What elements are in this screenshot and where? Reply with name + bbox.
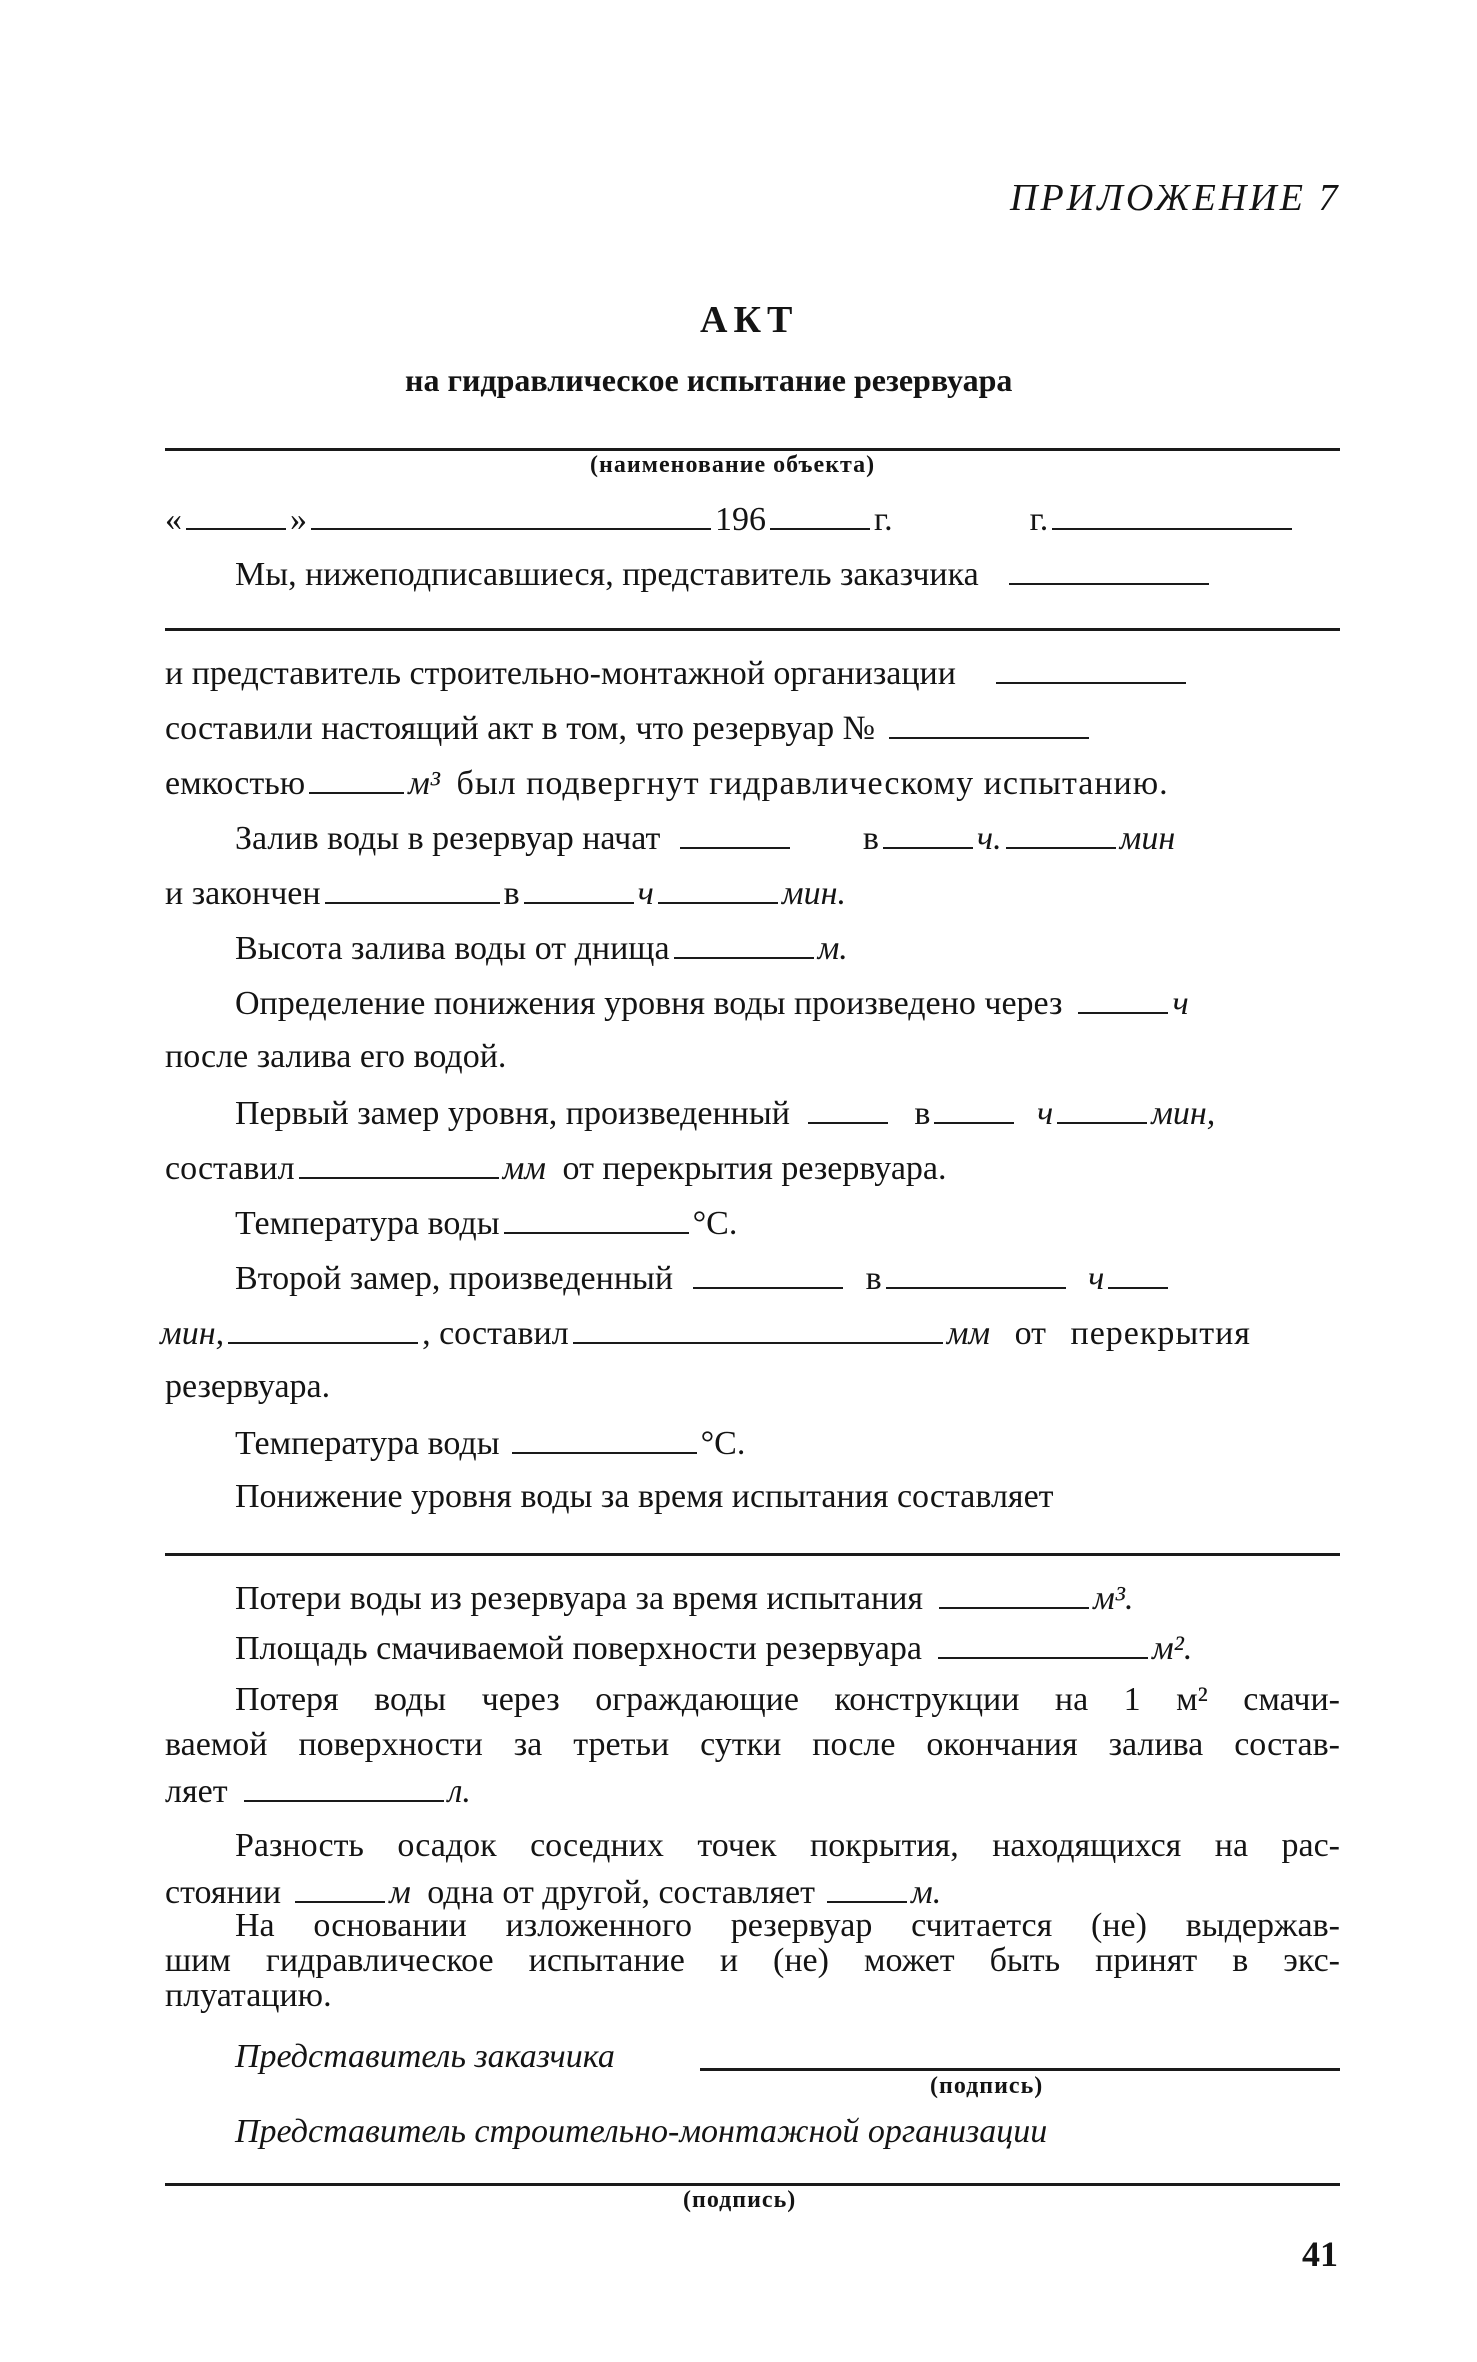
loss-per-m2-text: ляет: [165, 1773, 228, 1810]
first-measure-value-field[interactable]: [299, 1147, 499, 1179]
line-first-measure: [235, 1092, 1215, 1134]
customer-signature-caption: (подпись): [930, 2073, 1044, 2099]
contractor-rep-text: и представитель строительно-монтажной организации: [165, 655, 956, 692]
settlement-line-1: Разность осадок соседних точек покрытия, находящихся на рас-: [235, 1827, 1340, 1864]
document-title: АКТ: [700, 299, 799, 341]
line-level-drop: Понижение уровня воды за время испытания составляет: [235, 1478, 1054, 1515]
level-determination-text: Определение понижения уровня воды произведено через: [235, 985, 1063, 1022]
line-capacity: [165, 762, 1169, 804]
city-field[interactable]: [1052, 498, 1292, 530]
fill-end-hour-unit: ч: [637, 875, 654, 912]
capacity-field[interactable]: [309, 762, 404, 794]
first-measure-min-field[interactable]: [1057, 1092, 1147, 1124]
level-determination-unit: ч: [1172, 985, 1189, 1022]
contractor-signature-field[interactable]: [165, 2183, 1340, 2186]
first-measure-hour-field[interactable]: [934, 1092, 1014, 1124]
line-temperature-2: [235, 1422, 745, 1464]
line-second-measure: [235, 1257, 1172, 1299]
line-first-measure-value: [165, 1147, 947, 1189]
fill-start-at: в: [862, 820, 879, 857]
fill-start-min-field[interactable]: [1006, 817, 1116, 849]
contractor-signature-caption: (подпись): [683, 2187, 797, 2213]
customer-rep-field[interactable]: [1009, 553, 1209, 585]
fill-end-min-unit: мин.: [781, 875, 846, 912]
month-field[interactable]: [311, 498, 711, 530]
temperature-2-unit: °С.: [700, 1425, 746, 1462]
line-contractor-rep: [165, 652, 1190, 694]
fill-height-text: Высота залива воды от днища: [235, 930, 670, 967]
level-determination-field[interactable]: [1078, 982, 1168, 1014]
date-close-quote: »: [290, 501, 307, 538]
settlement-value-unit: м.: [911, 1874, 942, 1911]
first-measure-date-field[interactable]: [808, 1092, 888, 1124]
year-prefix: 196: [715, 501, 766, 538]
wet-area-field[interactable]: [938, 1627, 1148, 1659]
settlement-distance-text: стоянии: [165, 1874, 282, 1911]
conclusion-line-3: плуатацию.: [165, 1977, 332, 2014]
city-prefix: г.: [1029, 501, 1049, 538]
temperature-2-field[interactable]: [512, 1422, 697, 1454]
conclusion-line-2: шим гидравлическое испытание и (не) может быть принят в экс-: [165, 1942, 1340, 1979]
line-water-loss: [235, 1577, 1133, 1619]
first-measure-text: Первый замер уровня, произведенный: [235, 1095, 790, 1132]
fill-height-field[interactable]: [674, 927, 814, 959]
wet-area-unit: м².: [1151, 1630, 1193, 1667]
wet-area-text: Площадь смачиваемой поверхности резервуара: [235, 1630, 922, 1667]
second-measure-hour-field[interactable]: [886, 1257, 1066, 1289]
line-tank-number: [165, 707, 1093, 749]
level-drop-field[interactable]: [165, 1553, 1340, 1556]
loss-paragraph-line-2: ваемой поверхности за третьи сутки после окончания залива состав-: [165, 1726, 1340, 1763]
line-temperature-1: [235, 1202, 737, 1244]
document-subtitle: на гидравлическое испытание резервуара: [405, 362, 1013, 398]
second-measure-at: в: [865, 1260, 882, 1297]
date-line: [165, 498, 1296, 540]
settlement-distance-field[interactable]: [295, 1871, 385, 1903]
page-number: 41: [1302, 2234, 1338, 2274]
day-field[interactable]: [186, 498, 286, 530]
fill-end-date-field[interactable]: [325, 872, 500, 904]
customer-signature-field[interactable]: [700, 2068, 1340, 2071]
second-measure-value-text: , составил: [422, 1315, 569, 1352]
loss-per-m2-unit: л.: [447, 1773, 471, 1810]
second-measure-date-field[interactable]: [693, 1257, 843, 1289]
fill-end-hour-field[interactable]: [524, 872, 634, 904]
first-measure-value-unit: мм: [502, 1150, 547, 1187]
water-loss-unit: м³.: [1093, 1580, 1134, 1617]
second-measure-from: от: [1014, 1315, 1047, 1352]
tank-number-text: составили настоящий акт в том, что резервуар №: [165, 710, 876, 747]
tank-number-field[interactable]: [889, 707, 1089, 739]
temperature-2-text: Температура воды: [235, 1425, 500, 1462]
customer-signature-label: Представитель заказчика: [235, 2038, 615, 2075]
second-measure-text: Второй замер, произведенный: [235, 1260, 674, 1297]
year-field[interactable]: [770, 498, 870, 530]
fill-height-unit: м.: [817, 930, 848, 967]
fill-start-min-unit: мин: [1119, 820, 1176, 857]
fill-end-at: в: [503, 875, 520, 912]
settlement-value-text: одна от другой, составляет: [427, 1874, 815, 1911]
capacity-text-2: был подвергнут гидравлическому испытанию.: [456, 765, 1169, 802]
first-measure-min-unit: мин,: [1151, 1095, 1216, 1132]
line-level-determination: [235, 982, 1189, 1024]
customer-rep-text: Мы, нижеподписавшиеся, представитель заказчика: [235, 556, 979, 593]
second-measure-value-unit: мм: [946, 1315, 991, 1352]
first-measure-at: в: [914, 1095, 931, 1132]
line-customer-rep: [235, 553, 1213, 595]
object-name-caption: (наименование объекта): [590, 452, 876, 478]
loss-per-m2-field[interactable]: [244, 1770, 444, 1802]
temperature-1-unit: °С.: [692, 1205, 738, 1242]
capacity-unit: м³: [408, 765, 441, 802]
loss-paragraph-line-1: Потеря воды через ограждающие конструкции на 1 м² смачи-: [235, 1681, 1340, 1718]
capacity-text: емкостью: [165, 765, 306, 802]
fill-start-date-field[interactable]: [680, 817, 790, 849]
second-measure-roof: перекрытия: [1070, 1315, 1251, 1352]
line-fill-start: [235, 817, 1175, 859]
contractor-rep-field[interactable]: [996, 652, 1186, 684]
second-measure-hour-unit: ч: [1088, 1260, 1105, 1297]
contractor-signature-label: Представитель строительно-монтажной организации: [235, 2113, 1048, 2150]
fill-start-text: Залив воды в резервуар начат: [235, 820, 661, 857]
line-after-fill: после залива его водой.: [165, 1038, 507, 1075]
second-measure-value-field[interactable]: [573, 1312, 943, 1344]
year-suffix: г.: [874, 501, 893, 538]
conclusion-line-1: На основании изложенного резервуар считается (не) выдержав-: [235, 1907, 1340, 1944]
appendix-label: ПРИЛОЖЕНИЕ 7: [1010, 177, 1341, 219]
water-loss-field[interactable]: [939, 1577, 1089, 1609]
second-measure-min-field[interactable]: [228, 1312, 418, 1344]
line-second-measure-value: [160, 1312, 1251, 1354]
loss-paragraph-line-3: [165, 1770, 471, 1812]
customer-rep-field-cont[interactable]: [165, 628, 1340, 631]
fill-end-min-field[interactable]: [658, 872, 778, 904]
first-measure-value-text: составил: [165, 1150, 295, 1187]
first-measure-hour-unit: ч: [1036, 1095, 1054, 1132]
object-name-field[interactable]: [165, 448, 1340, 451]
temperature-1-field[interactable]: [504, 1202, 689, 1234]
line-fill-height: [235, 927, 848, 969]
second-measure-min-unit: мин,: [160, 1315, 225, 1352]
settlement-value-field[interactable]: [827, 1871, 907, 1903]
fill-start-hour-field[interactable]: [883, 817, 973, 849]
temperature-1-text: Температура воды: [235, 1205, 500, 1242]
second-measure-hour-field-2[interactable]: [1108, 1257, 1168, 1289]
fill-end-text: и закончен: [165, 875, 321, 912]
water-loss-text: Потери воды из резервуара за время испытания: [235, 1580, 924, 1617]
line-tank-word: резервуара.: [165, 1368, 331, 1405]
fill-start-hour-unit: ч.: [976, 820, 1002, 857]
settlement-distance-unit: м: [389, 1874, 411, 1911]
date-open-quote: «: [165, 501, 182, 538]
first-measure-value-text-2: от перекрытия резервуара.: [562, 1150, 947, 1187]
line-fill-end: [165, 872, 846, 914]
line-wet-area: [235, 1627, 1192, 1669]
